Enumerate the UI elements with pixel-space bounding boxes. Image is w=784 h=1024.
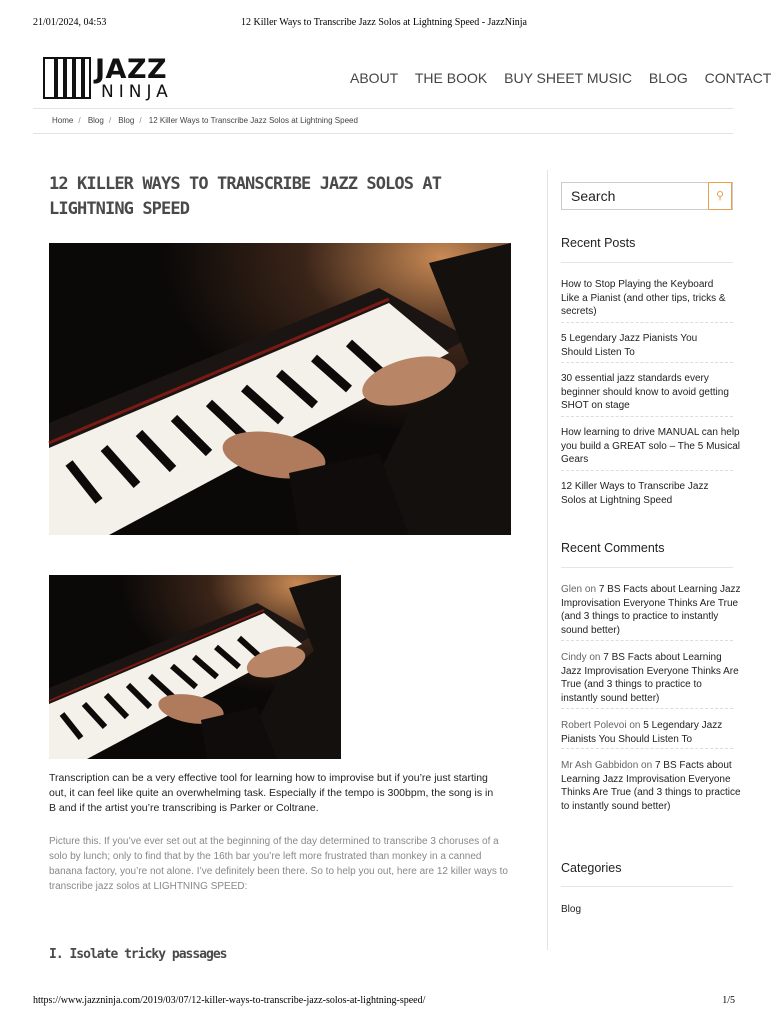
- category-link[interactable]: Blog: [561, 904, 582, 915]
- search-icon: ⚲: [715, 190, 725, 202]
- main-nav: [350, 70, 784, 86]
- nav-blog[interactable]: BLOG: [648, 70, 688, 86]
- comment-post-link[interactable]: 7 BS Facts about Learning Jazz Improvisation Everyone Thinks Are True (and 3 things to practice to instantly sound better): [561, 652, 739, 704]
- nav-the-book[interactable]: THE BOOK: [414, 70, 488, 86]
- comment-author: Mr Ash Gabbidon: [561, 760, 639, 771]
- section-heading-isolate: I. Isolate tricky passages: [49, 947, 227, 962]
- logo-word-ninja: NINJA: [101, 82, 173, 102]
- comment-author: Robert Polevoi: [561, 720, 627, 731]
- recent-posts-underline: [561, 262, 733, 263]
- secondary-image: [49, 575, 341, 759]
- categories-underline: [561, 886, 733, 887]
- nav-buy-sheet-music[interactable]: BUY SHEET MUSIC: [504, 70, 632, 86]
- comment-post-link[interactable]: 5 Legendary Jazz Pianists You Should Listen To: [561, 720, 723, 745]
- header-divider: [33, 108, 733, 109]
- nav-contact[interactable]: CONTACT: [704, 70, 772, 86]
- recent-post-link[interactable]: How to Stop Playing the Keyboard Like a Pianist (and other tips, tricks & secrets): [561, 279, 726, 317]
- breadcrumb-home[interactable]: Home: [52, 116, 74, 125]
- comment-author: Cindy: [561, 652, 587, 663]
- comment-author: Glen: [561, 584, 583, 595]
- recent-posts-title: Recent Posts: [561, 236, 636, 250]
- search-button[interactable]: [708, 182, 732, 210]
- hero-image: [49, 243, 511, 535]
- recent-post-link[interactable]: 30 essential jazz standards every beginner should know to avoid getting SHOT on stage: [561, 373, 729, 411]
- site-logo[interactable]: [43, 55, 178, 101]
- recent-post-link[interactable]: 12 Killer Ways to Transcribe Jazz Solos at Lightning Speed: [561, 481, 709, 506]
- comment-post-link[interactable]: 7 BS Facts about Learning Jazz Improvisation Everyone Thinks Are True (and 3 things to practice to instantly sound better): [561, 584, 741, 636]
- print-doc-title: 12 Killer Ways to Transcribe Jazz Solos at Lightning Speed - JazzNinja: [241, 17, 527, 28]
- search-box[interactable]: [561, 182, 733, 210]
- categories-title: Categories: [561, 861, 622, 875]
- search-input[interactable]: Search: [571, 188, 616, 204]
- nav-about[interactable]: ABOUT: [350, 70, 399, 86]
- print-datetime: 21/01/2024, 04:53: [33, 17, 107, 28]
- print-page-number: 1/5: [722, 995, 735, 1006]
- page-frame: [33, 40, 772, 990]
- breadcrumb-divider: [33, 133, 733, 134]
- recent-post-link[interactable]: How learning to drive MANUAL can help you build a GREAT solo – The 5 Musical Gears: [561, 427, 740, 465]
- recent-comments-underline: [561, 567, 733, 568]
- recent-comment: Robert Polevoi on 5 Legendary Jazz Pianists You Should Listen To: [561, 720, 723, 745]
- article-title: 12 KILLER WAYS TO TRANSCRIBE JAZZ SOLOS AT LIGHTNING SPEED: [49, 174, 442, 219]
- comment-post-link[interactable]: 7 BS Facts about Learning Jazz Improvisation Everyone Thinks Are True (and 3 things to practice to instantly sound better): [561, 760, 741, 812]
- breadcrumb-current: 12 Killer Ways to Transcribe Jazz Solos at Lightning Speed: [148, 116, 358, 125]
- article-paragraph: Picture this. If you’ve ever set out at the beginning of the day determined to transcribe 3 choruses of a solo by lunch; only to find that by the 16th bar you’re left more frustrated than monkey in a canned banana factory, you’re not alone. I’ve definitely been there. So to help you out, here are 12 killer ways to transcribe jazz solos at LIGHTNING SPEED:: [49, 836, 508, 892]
- article-lead: Transcription can be a very effective tool for learning how to improvise but if you’re just starting out, it can feel like quite an overwhelming task. Especially if the tempo is 300bpm, the song is in B and if the artist you’re transcribing is Parker or Coltrane.: [49, 772, 494, 814]
- recent-comment: Mr Ash Gabbidon on 7 BS Facts about Learning Jazz Improvisation Everyone Thinks Are True (and 3 things to practice to instantly sound better): [561, 760, 741, 812]
- recent-post-link[interactable]: 5 Legendary Jazz Pianists You Should Listen To: [561, 333, 698, 358]
- print-url: https://www.jazzninja.com/2019/03/07/12-killer-ways-to-transcribe-jazz-solos-at-lightning-speed/: [33, 995, 426, 1006]
- recent-comment: Glen on 7 BS Facts about Learning Jazz Improvisation Everyone Thinks Are True (and 3 things to practice to instantly sound better): [561, 584, 741, 636]
- breadcrumb-blog[interactable]: Blog: [87, 116, 104, 125]
- breadcrumb-blog-2[interactable]: Blog: [118, 116, 135, 125]
- sidebar-divider: [547, 170, 548, 950]
- recent-comment: Cindy on 7 BS Facts about Learning Jazz Improvisation Everyone Thinks Are True (and 3 things to practice to instantly sound better): [561, 652, 739, 704]
- piano-keys-icon: [43, 57, 91, 99]
- recent-comments-title: Recent Comments: [561, 541, 665, 555]
- logo-word-jazz: JAZZ: [95, 54, 168, 85]
- breadcrumb: Home / Blog / Blog / 12 Killer Ways to Transcribe Jazz Solos at Lightning Speed: [52, 116, 358, 125]
